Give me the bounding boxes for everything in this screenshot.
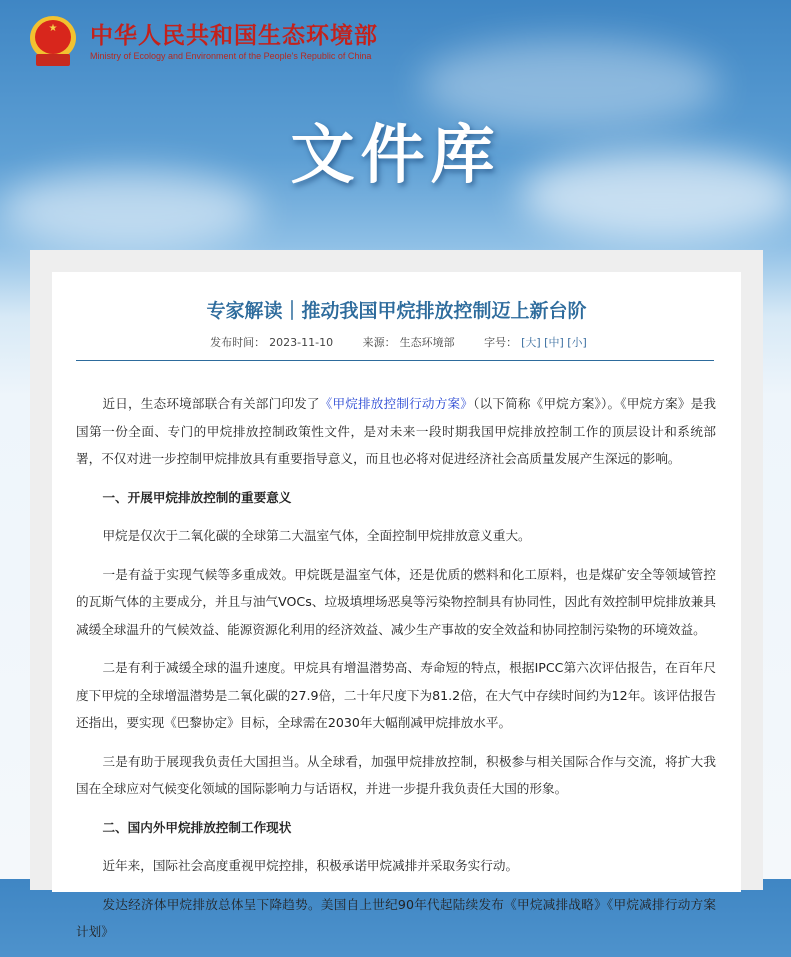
paragraph: 甲烷是仅次于二氧化碳的全球第二大温室气体，全面控制甲烷排放意义重大。 [102, 528, 531, 543]
font-size-small[interactable]: [小] [567, 336, 587, 349]
font-size-medium[interactable]: [中] [544, 336, 564, 349]
national-emblem-icon: ★ [28, 14, 80, 68]
brand-name-en: Ministry of Ecology and Environment of the People's Republic of China [90, 50, 372, 61]
font-size-large[interactable]: [大] [521, 336, 541, 349]
paragraph: 发达经济体甲烷排放总体呈下降趋势。美国自上世纪90年代起陆续发布《甲烷减排战略》《甲烷减排行动方案计划》 [76, 896, 716, 939]
paragraph: 三是有助于展现我负责任大国担当。从全球看，加强甲烷排放控制，积极参与相关国际合作与交流，将扩大我国在全球应对气候变化领域的国际影响力与话语权，并进一步提升我负责任大国的形象。 [76, 753, 716, 796]
source-label: 来源： [362, 336, 396, 349]
date-label: 发布时间： [210, 336, 266, 349]
paragraph: 近年来，国际社会高度重视甲烷控排，积极承诺甲烷减排并采取务实行动。 [102, 858, 519, 873]
article-panel [52, 272, 741, 939]
site-logo[interactable] [90, 22, 378, 61]
intro-paragraph [76, 390, 716, 473]
brand-name-cn: 中华人民共和国生态环境部 [90, 22, 378, 49]
site-header[interactable] [28, 14, 378, 68]
intro-text: 近日，生态环境部联合有关部门印发了 [102, 396, 320, 411]
title-divider [76, 360, 714, 361]
intro-text: （以下简称《甲烷方案》）。《甲烷方案》是我国第一份全面、专门的甲烷排放控制政策性文件，是对未来一段时期我国甲烷排放控制工作的顶层设计和系统部署，不仅对进一步控制甲烷排放具有重要指导意义，而且也必将对促进经济社会高质量发展产生深远的影响。 [76, 396, 716, 466]
publish-date: 2023-11-10 [269, 336, 334, 349]
article-meta [52, 334, 741, 350]
banner-title: 文件库 [290, 119, 501, 193]
paragraph: 二是有利于减缓全球的温升速度。甲烷具有增温潜势高、寿命短的特点，根据IPCC第六次评估报告，在百年尺度下甲烷的全球增温潜势是二氧化碳的27.9倍，二十年尺度下为81.2倍，在大气中存续时间约为12年。该评估报告还指出，要实现《巴黎协定》目标，全球需在2030年大幅削减甲烷排放水平。 [76, 660, 716, 730]
source: 生态环境部 [399, 336, 455, 349]
article-title: 专家解读｜推动我国甲烷排放控制迈上新台阶 [206, 300, 587, 322]
font-size-label: 字号： [484, 336, 518, 349]
paragraph: 一是有益于实现气候等多重成效。甲烷既是温室气体，还是优质的燃料和化工原料，也是煤矿安全等领域管控的瓦斯气体的主要成分，并且与油气VOCs、垃圾填埋场恶臭等污染物控制具有协同性，因此有效控制甲烷排放兼具减缓全球温升的气候效益、能源资源化利用的经济效益、减少生产事故的安全效益和协同控制污染物的环境效益。 [76, 566, 716, 637]
policy-link[interactable]: 《甲烷排放控制行动方案》 [319, 396, 474, 411]
section-heading: 二、国内外甲烷排放控制工作现状 [102, 819, 292, 835]
section-heading: 一、开展甲烷排放控制的重要意义 [102, 489, 292, 505]
article-body [76, 390, 716, 957]
